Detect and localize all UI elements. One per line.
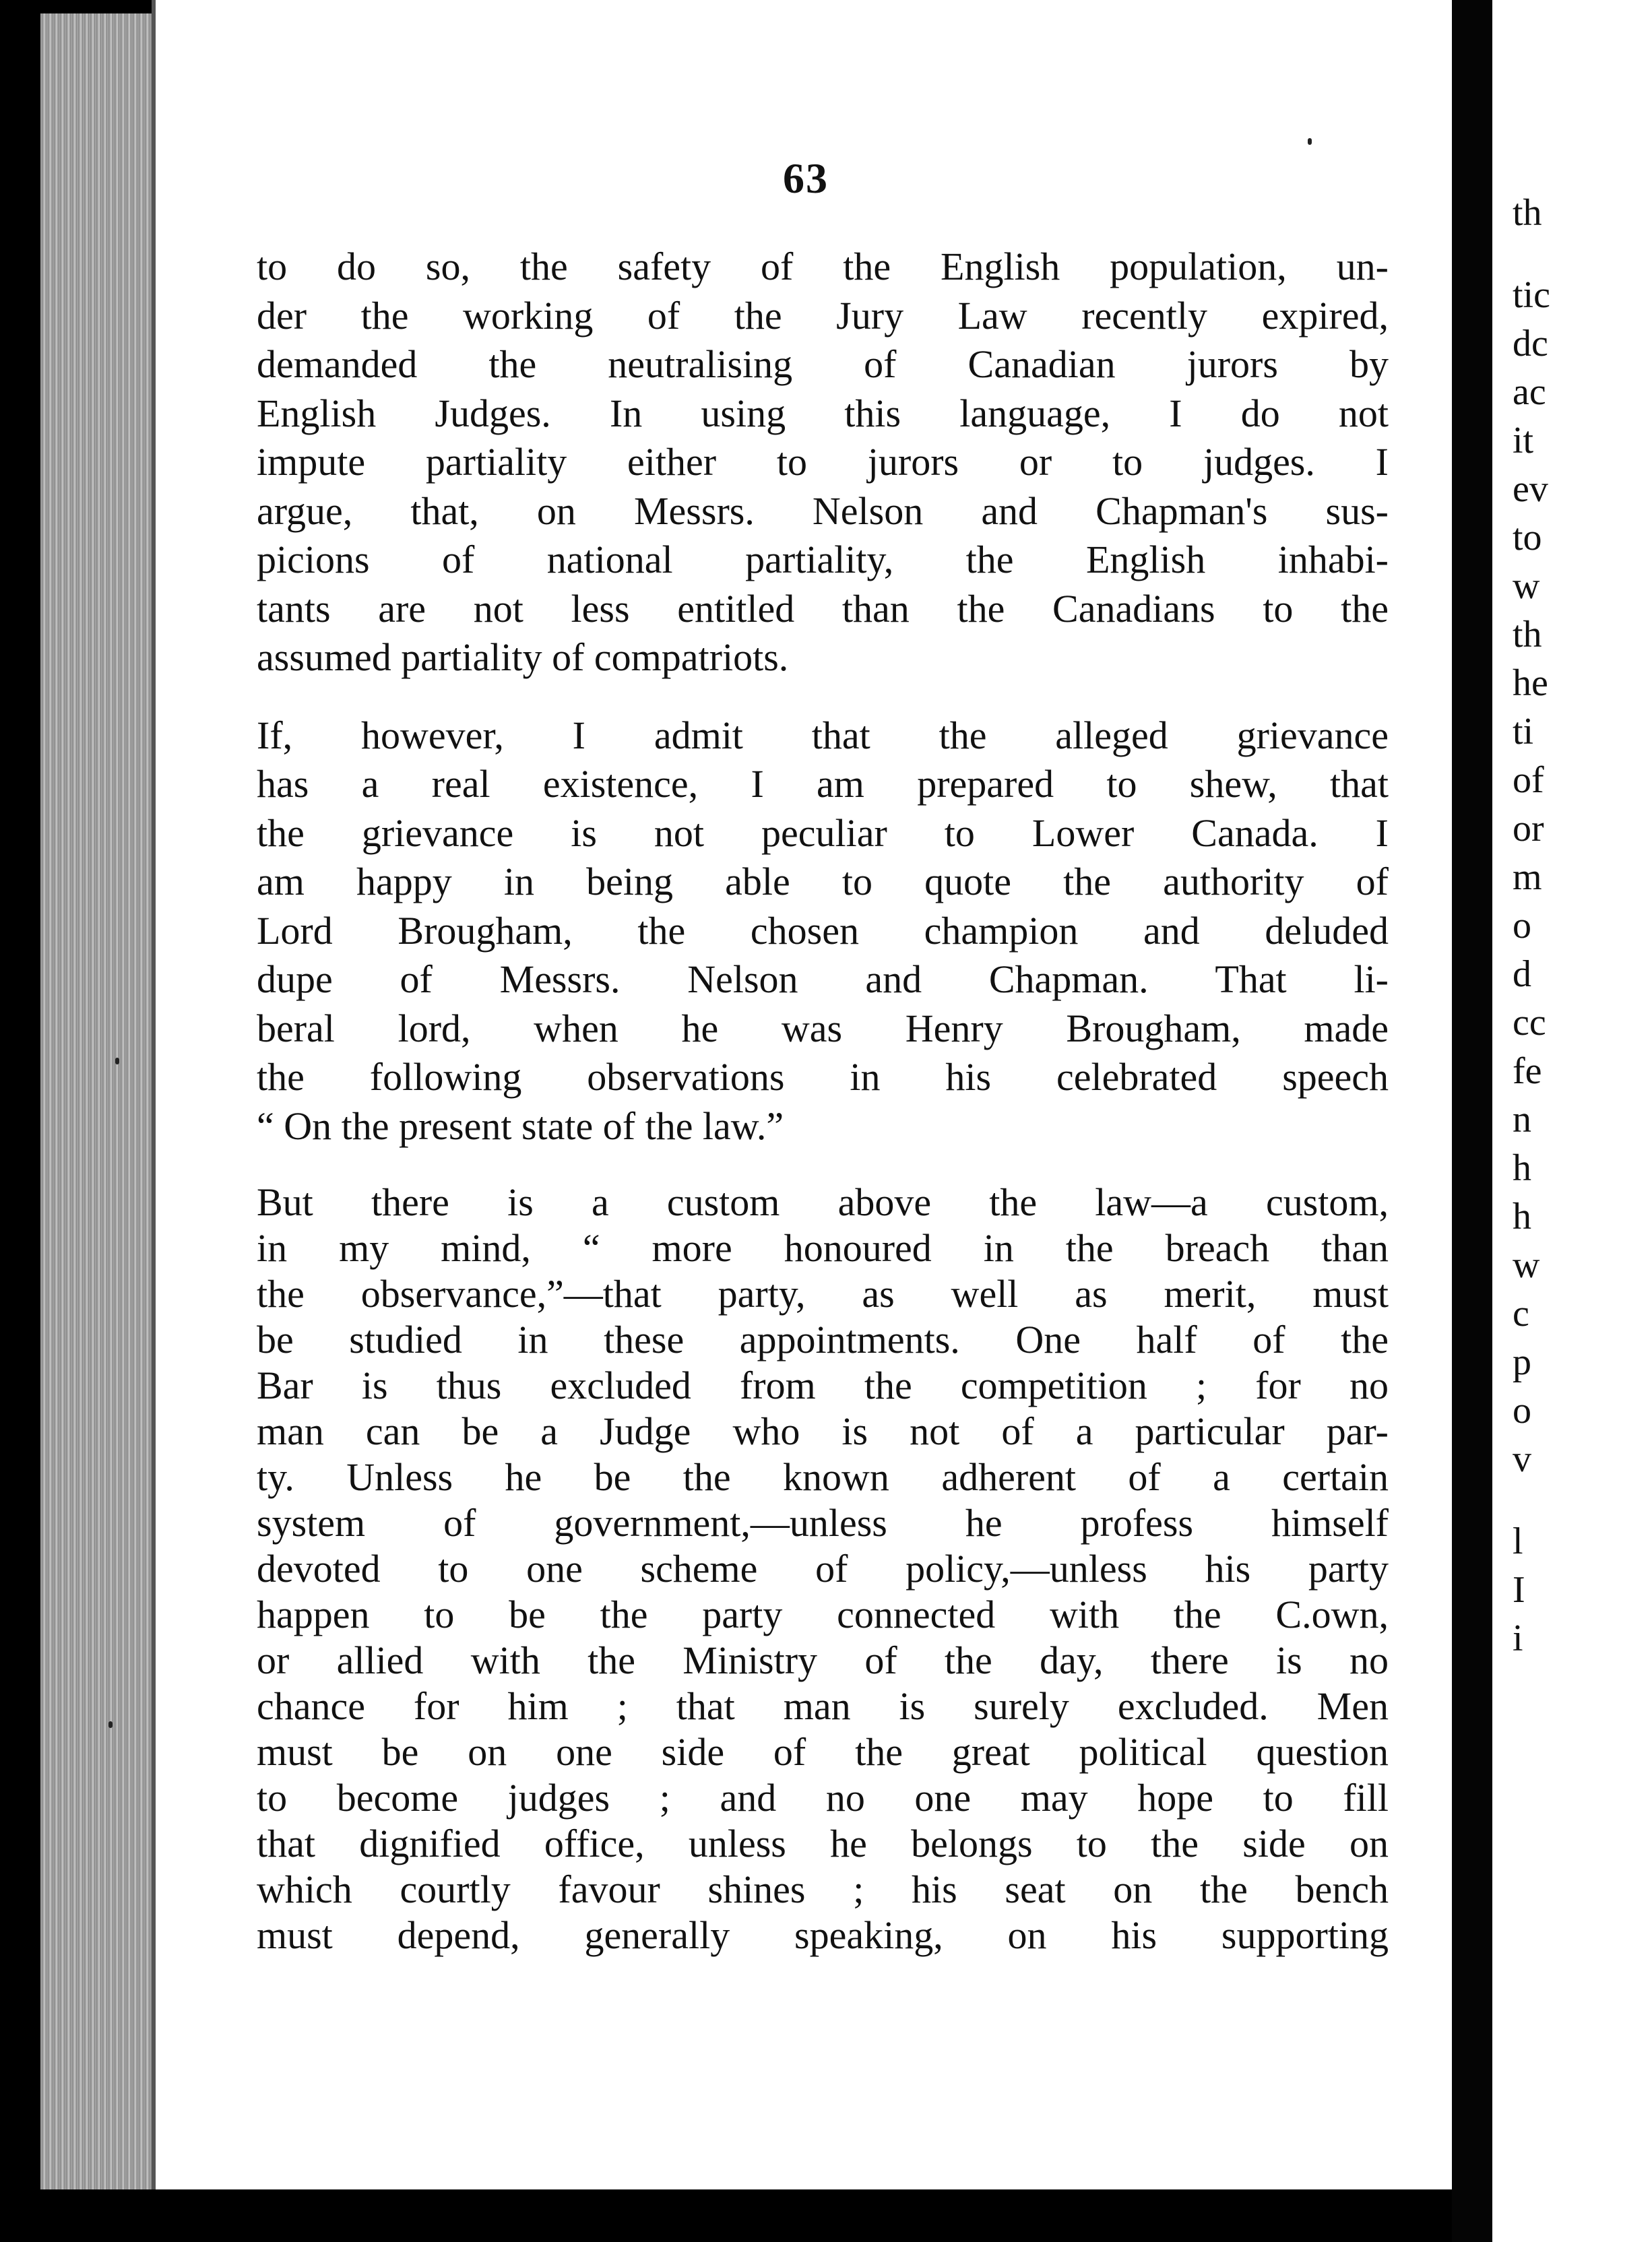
facing-line: h bbox=[1513, 1147, 1531, 1189]
text-line: picions of national partiality, the English inhabi- bbox=[257, 538, 1389, 581]
text-line: chance for him ; that man is surely excluded. Men bbox=[257, 1684, 1389, 1728]
facing-line: it bbox=[1513, 420, 1534, 461]
text-line: ty. Unless he be the known adherent of a certain bbox=[257, 1455, 1389, 1499]
facing-line-gap bbox=[1513, 1483, 1652, 1517]
text-line: But there is a custom above the law—a custom, bbox=[257, 1180, 1389, 1224]
text-line: English Judges. In using this language, I do not bbox=[257, 391, 1389, 435]
text-line: tants are not less entitled than the Canadians to the bbox=[257, 586, 1389, 631]
facing-line: l bbox=[1513, 1520, 1523, 1562]
facing-line: th bbox=[1513, 192, 1542, 234]
facing-line: cc bbox=[1513, 1002, 1546, 1044]
text-line: argue, that, on Messrs. Nelson and Chapman's sus- bbox=[257, 488, 1389, 533]
text-line: be studied in these appointments. One half of the bbox=[257, 1318, 1389, 1362]
facing-line: v bbox=[1513, 1438, 1531, 1480]
facing-line: i bbox=[1513, 1618, 1523, 1659]
body-text bbox=[257, 243, 1389, 1958]
text-line: Lord Brougham, the chosen champion and deluded bbox=[257, 908, 1389, 953]
text-line: am happy in being able to quote the authority of bbox=[257, 860, 1389, 903]
text-line: the observance,”—that party, as well as merit, must bbox=[257, 1272, 1389, 1316]
facing-line: fe bbox=[1513, 1050, 1542, 1092]
paragraph-3 bbox=[257, 1180, 1389, 1958]
print-speck bbox=[108, 1721, 113, 1728]
facing-line: w bbox=[1513, 565, 1540, 607]
print-speck bbox=[1308, 138, 1312, 145]
facing-line: d bbox=[1513, 953, 1531, 995]
text-line: Bar is thus excluded from the competition ; for no bbox=[257, 1364, 1389, 1407]
text-line: to become judges ; and no one may hope to fill bbox=[257, 1776, 1389, 1820]
facing-line: he bbox=[1513, 662, 1548, 704]
facing-line: m bbox=[1513, 856, 1542, 898]
text-line: devoted to one scheme of policy,—unless his party bbox=[257, 1547, 1389, 1591]
text-line: impute partiality either to jurors or to judges. I bbox=[257, 440, 1389, 484]
facing-line: or bbox=[1513, 808, 1544, 850]
text-line: der the working of the Jury Law recently expired, bbox=[257, 293, 1389, 338]
text-line: in my mind, “ more honoured in the breach than bbox=[257, 1226, 1389, 1270]
left-page bbox=[152, 0, 1456, 2189]
facing-line: c bbox=[1513, 1293, 1529, 1335]
facing-line: n bbox=[1513, 1099, 1531, 1141]
text-line: dupe of Messrs. Nelson and Chapman. That li- bbox=[257, 957, 1389, 1001]
text-line: man can be a Judge who is not of a particular par- bbox=[257, 1409, 1389, 1453]
text-line: assumed partiality of compatriots. bbox=[257, 635, 789, 679]
facing-line: th bbox=[1513, 614, 1542, 655]
text-line: beral lord, when he was Henry Brougham, made bbox=[257, 1006, 1389, 1050]
text-line: the grievance is not peculiar to Lower Canada. I bbox=[257, 810, 1389, 855]
facing-line: ev bbox=[1513, 468, 1548, 510]
facing-line: o bbox=[1513, 905, 1531, 947]
text-line: system of government,—unless he profess himself bbox=[257, 1501, 1389, 1545]
page-gutter bbox=[1452, 0, 1492, 2242]
facing-page-text bbox=[1513, 189, 1652, 1663]
facing-line: h bbox=[1513, 1196, 1531, 1238]
text-line: must be on one side of the great political question bbox=[257, 1730, 1389, 1774]
facing-line: w bbox=[1513, 1244, 1540, 1286]
text-line: that dignified office, unless he belongs to the side on bbox=[257, 1822, 1389, 1865]
facing-line: ac bbox=[1513, 371, 1546, 413]
facing-line: I bbox=[1513, 1569, 1525, 1611]
text-line: must depend, generally speaking, on his supporting bbox=[257, 1913, 1389, 1957]
text-line: or allied with the Ministry of the day, there is no bbox=[257, 1638, 1389, 1682]
text-line: which courtly favour shines ; his seat on the bench bbox=[257, 1867, 1389, 1911]
text-line: demanded the neutralising of Canadian jurors by bbox=[257, 342, 1389, 386]
paragraph-1 bbox=[257, 243, 1389, 682]
text-line: has a real existence, I am prepared to shew, that bbox=[257, 762, 1389, 806]
facing-line-gap bbox=[1513, 237, 1652, 271]
print-speck bbox=[115, 1058, 119, 1064]
book-page-edges bbox=[40, 13, 155, 2189]
text-line: happen to be the party connected with the C.own, bbox=[257, 1593, 1389, 1636]
facing-page bbox=[1492, 0, 1652, 2242]
facing-line: to bbox=[1513, 517, 1542, 558]
paragraph-2 bbox=[257, 711, 1389, 1151]
text-line: If, however, I admit that the alleged grievance bbox=[257, 713, 1389, 757]
facing-line: dc bbox=[1513, 323, 1548, 364]
facing-line: tic bbox=[1513, 274, 1550, 316]
page-number: 63 bbox=[783, 154, 829, 202]
facing-line: ti bbox=[1513, 711, 1534, 752]
text-line: “ On the present state of the law.” bbox=[257, 1103, 784, 1148]
facing-line: of bbox=[1513, 759, 1544, 801]
facing-line: o bbox=[1513, 1390, 1531, 1432]
facing-line: p bbox=[1513, 1341, 1531, 1383]
text-line: to do so, the safety of the English population, un- bbox=[257, 245, 1389, 288]
text-line: the following observations in his celebrated speech bbox=[257, 1055, 1389, 1099]
